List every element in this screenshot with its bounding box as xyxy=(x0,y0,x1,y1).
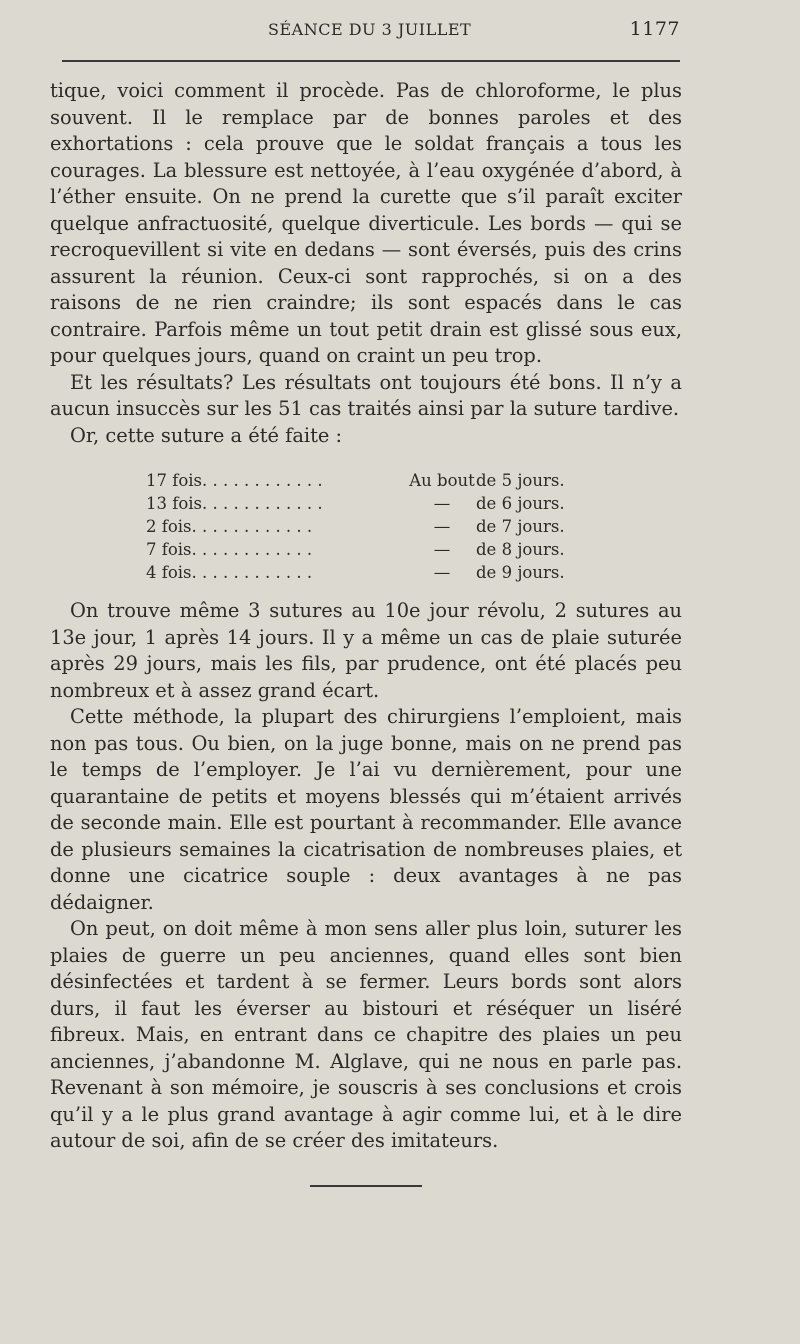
paragraph: On peut, on doit même à mon sens aller plus loin, suturer les plaies de guerre un peu anciennes, quand elles sont bien désinfectées et tardent à se fermer. Leurs bords sont alors durs, il faut les éverser au bistouri et réséquer un liséré fibreux. Mais, en entrant dans ce chapitre des plaies un peu anciennes, j’abandonne M. Alglave, qui ne nous en parle pas. Revenant à son mémoire, je souscris à ses conclusions et crois qu’il y a le plus grand avantage à agir comme lui, et à le dire autour de soi, afin de se créer des imitateurs. xyxy=(50,917,682,1152)
table-cell-when: de 9 jours. xyxy=(476,563,565,582)
paragraph: tique, voici comment il procède. Pas de chloroforme, le plus souvent. Il le remplace par de bonnes paroles et des exhortations : cela prouve que le soldat français a tous les courages. La blessure est nettoyée, à l’eau oxygénée d’abord, à l’éther ensuite. On ne prend la curette que s’il paraît exciter quelque anfractuosité, quelque diverticule. Les bords — qui se recroquevillent si vite en dedans — sont éversés, puis des crins assurent la réunion. Ceux-ci sont rapprochés, si on a des raisons de ne rien craindre; ils sont espacés dans le cas contraire. Parfois même un tout petit drain est glissé sous eux, pour quelques jours, quand on craint un peu trop. xyxy=(50,79,682,367)
table-cell-count: 17 fois. . . . . . . . . . . . xyxy=(146,471,323,490)
table-cell-marker: — xyxy=(433,563,451,582)
table-row xyxy=(146,515,586,538)
closing-rule xyxy=(310,1185,422,1187)
table-cell-count: 13 fois. . . . . . . . . . . . xyxy=(146,494,323,513)
suture-timing-table xyxy=(146,469,586,584)
header-rule xyxy=(62,60,680,62)
table-row xyxy=(146,469,586,492)
table-cell-marker: Au bout xyxy=(409,471,475,490)
table-cell-count: 7 fois. . . . . . . . . . . . xyxy=(146,540,313,559)
paragraph: Cette méthode, la plupart des chirurgiens l’emploient, mais non pas tous. Ou bien, on la juge bonne, mais on ne prend pas le temps de l’employer. Je l’ai vu dernièrement, pour une quarantaine de petits et moyens blessés qui m’étaient arrivés de seconde main. Elle est pourtant à recommander. Elle avance de plusieurs semaines la cicatrisation de nombreuses plaies, et donne une cicatrice souple : deux avantages à ne pas dédaigner. xyxy=(50,705,682,914)
table-cell-when: de 5 jours. xyxy=(476,471,565,490)
paragraph: Et les résultats? Les résultats ont toujours été bons. Il n’y a aucun insuccès sur les 51 cas traités ainsi par la suture tardive. xyxy=(50,370,682,420)
page-number: 1177 xyxy=(629,18,680,40)
paragraph: Or, cette suture a été faite : xyxy=(70,423,343,447)
table-row xyxy=(146,538,586,561)
table-row xyxy=(146,492,586,515)
table-cell-count: 4 fois. . . . . . . . . . . . xyxy=(146,563,313,582)
paragraph: On trouve même 3 sutures au 10e jour révolu, 2 sutures au 13e jour, 1 après 14 jours. Il y a même un cas de plaie suturée après 29 jours, mais les fils, par prudence, ont été placés peu nombreux et à assez grand écart. xyxy=(50,599,682,702)
running-header xyxy=(50,18,680,44)
table-row xyxy=(146,561,586,584)
body-text xyxy=(50,78,682,1155)
header-title: SÉANCE DU 3 JUILLET xyxy=(268,20,472,39)
table-cell-when: de 6 jours. xyxy=(476,494,565,513)
table-cell-marker: — xyxy=(433,494,451,513)
table-cell-when: de 7 jours. xyxy=(476,517,565,536)
table-cell-when: de 8 jours. xyxy=(476,540,565,559)
table-cell-marker: — xyxy=(433,540,451,559)
table-cell-count: 2 fois. . . . . . . . . . . . xyxy=(146,517,313,536)
table-cell-marker: — xyxy=(433,517,451,536)
